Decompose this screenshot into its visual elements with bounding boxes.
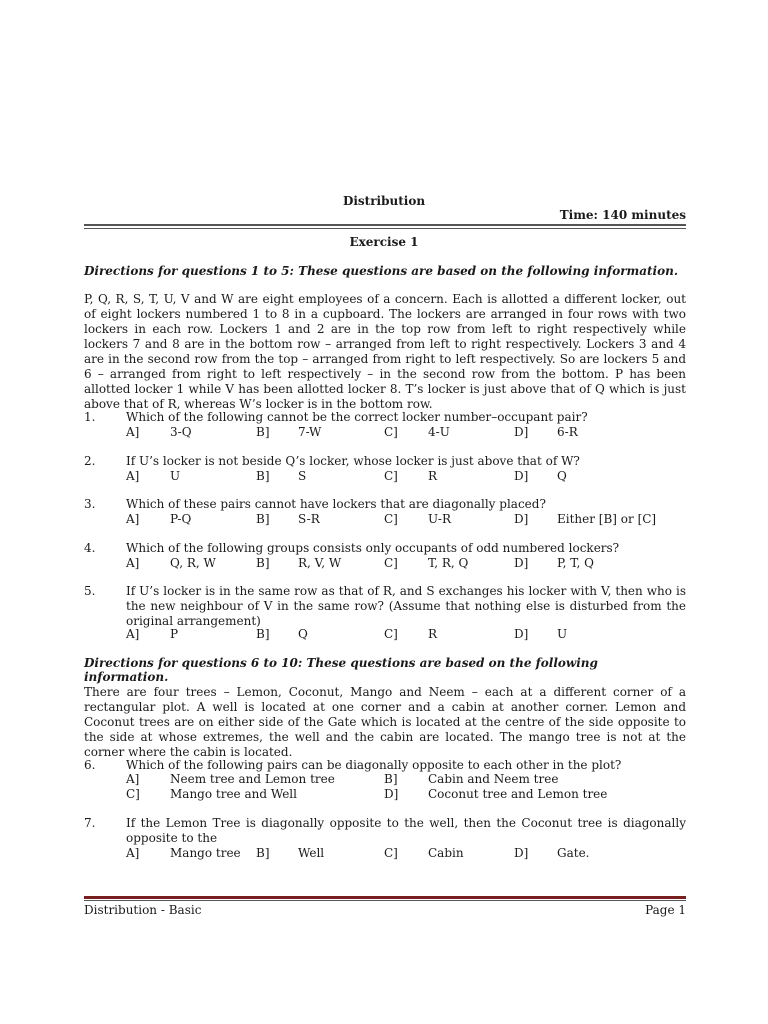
option-text: Q — [298, 627, 308, 641]
footer-rule-thin — [84, 900, 686, 901]
option-label: A] — [126, 512, 140, 526]
option-text: Q, R, W — [170, 556, 216, 570]
option-label: B] — [256, 627, 270, 641]
option-label: D] — [514, 512, 529, 526]
option-label: A] — [126, 772, 140, 786]
option-text: Mango tree — [170, 846, 241, 860]
passage-trees: There are four trees – Lemon, Coconut, Mango and Neem – each at a different corner of a rectangular plot. A well is located at one corner and a cabin at another corner. Lemon and Coconut trees are on either side of the Gate which is located at the centre of the side opposite to the side at whose extremes, the well and the cabin are located. The mango tree is not at the corner where the cabin is located. — [84, 685, 686, 759]
exercise-heading: Exercise 1 — [349, 235, 419, 249]
option-label: D] — [514, 425, 529, 439]
question-number: 2. — [84, 454, 96, 468]
question-text: Which of the following groups consists only occupants of odd numbered lockers? — [126, 541, 620, 555]
option-label: B] — [256, 846, 270, 860]
question-text: If U’s locker is in the same row as that of R, and S exchanges his locker with V, then who is the new neighbour of V in the same row? (Assume that nothing else is disturbed from the original arrangement) — [126, 584, 686, 628]
option-label: C] — [384, 469, 398, 483]
option-text: S-R — [298, 512, 320, 526]
option-text: P-Q — [170, 512, 192, 526]
option-label: B] — [256, 425, 270, 439]
option-label: B] — [256, 556, 270, 570]
option-label: D] — [514, 627, 529, 641]
question-number: 4. — [84, 541, 96, 555]
directions-6-10: Directions for questions 6 to 10: These questions are based on the following information. — [84, 656, 598, 684]
option-label: A] — [126, 627, 140, 641]
option-label: A] — [126, 846, 140, 860]
option-text: U-R — [428, 512, 451, 526]
option-label: B] — [256, 469, 270, 483]
option-text: R, V, W — [298, 556, 342, 570]
question-number: 3. — [84, 497, 96, 511]
question-number: 7. — [84, 816, 96, 830]
option-text: R — [428, 627, 438, 641]
option-text: 3-Q — [170, 425, 192, 439]
option-label: C] — [384, 627, 398, 641]
option-label: B] — [256, 512, 270, 526]
time-limit: Time: 140 minutes — [559, 208, 686, 222]
header-rule — [84, 224, 686, 226]
option-label: A] — [126, 425, 140, 439]
option-text: Well — [298, 846, 325, 860]
option-text: 7-W — [298, 425, 322, 439]
question-number: 1. — [84, 410, 96, 424]
option-text: Gate. — [557, 846, 590, 860]
option-label: A] — [126, 556, 140, 570]
option-text: P, T, Q — [557, 556, 594, 570]
option-text: Q — [557, 469, 567, 483]
question-number: 6. — [84, 758, 96, 772]
directions-1-5: Directions for questions 1 to 5: These questions are based on the following information. — [84, 264, 679, 278]
option-text: S — [298, 469, 307, 483]
option-text: U — [170, 469, 181, 483]
page-number: Page 1 — [645, 903, 686, 917]
option-text: 6-R — [557, 425, 578, 439]
passage-lockers: P, Q, R, S, T, U, V and W are eight employees of a concern. Each is allotted a different locker, out of eight lockers numbered 1 to 8 in a cupboard. The lockers are arranged in four rows with two lockers in each row. Lockers 1 and 2 are in the top row from left to right respectively while lockers 7 and 8 are in the bottom row – arranged from left to right respectively. Lockers 3 and 4 are in the second row from the top – arranged from right to left respectively. So are lockers 5 and 6 – arranged from right to left respectively – in the second row from the bottom. P has been allotted locker 1 while V has been allotted locker 8. T’s locker is just above that of Q which is just above that of R, whereas W’s locker is in the bottom row. — [84, 292, 686, 411]
option-text: P — [170, 627, 179, 641]
option-label: C] — [384, 425, 398, 439]
option-text: Neem tree and Lemon tree — [170, 772, 335, 786]
question-text: Which of these pairs cannot have lockers that are diagonally placed? — [126, 497, 546, 511]
question-text: If the Lemon Tree is diagonally opposite to the well, then the Coconut tree is diagonally opposite to the — [126, 816, 686, 845]
option-label: B] — [384, 772, 398, 786]
document-title: Distribution — [342, 194, 426, 208]
option-text: 4-U — [428, 425, 450, 439]
option-text: U — [557, 627, 568, 641]
header-rule-thin — [84, 228, 686, 229]
question-number: 5. — [84, 584, 96, 598]
option-label: D] — [514, 469, 529, 483]
option-text: Either [B] or [C] — [557, 512, 657, 526]
option-label: D] — [384, 787, 399, 801]
question-text: Which of the following cannot be the correct locker number–occupant pair? — [126, 410, 588, 424]
footer-rule — [84, 896, 686, 899]
question-text: If U’s locker is not beside Q’s locker, whose locker is just above that of W? — [126, 454, 580, 468]
option-label: C] — [384, 846, 398, 860]
option-label: D] — [514, 846, 529, 860]
option-text: Coconut tree and Lemon tree — [428, 787, 608, 801]
option-label: C] — [384, 556, 398, 570]
option-text: Mango tree and Well — [170, 787, 297, 801]
question-text: Which of the following pairs can be diagonally opposite to each other in the plot? — [126, 758, 622, 772]
option-label: C] — [126, 787, 140, 801]
option-text: R — [428, 469, 438, 483]
option-label: C] — [384, 512, 398, 526]
option-label: D] — [514, 556, 529, 570]
option-label: A] — [126, 469, 140, 483]
option-text: Cabin — [428, 846, 464, 860]
option-text: T, R, Q — [428, 556, 469, 570]
option-text: Cabin and Neem tree — [428, 772, 559, 786]
footer-title: Distribution - Basic — [84, 903, 202, 917]
